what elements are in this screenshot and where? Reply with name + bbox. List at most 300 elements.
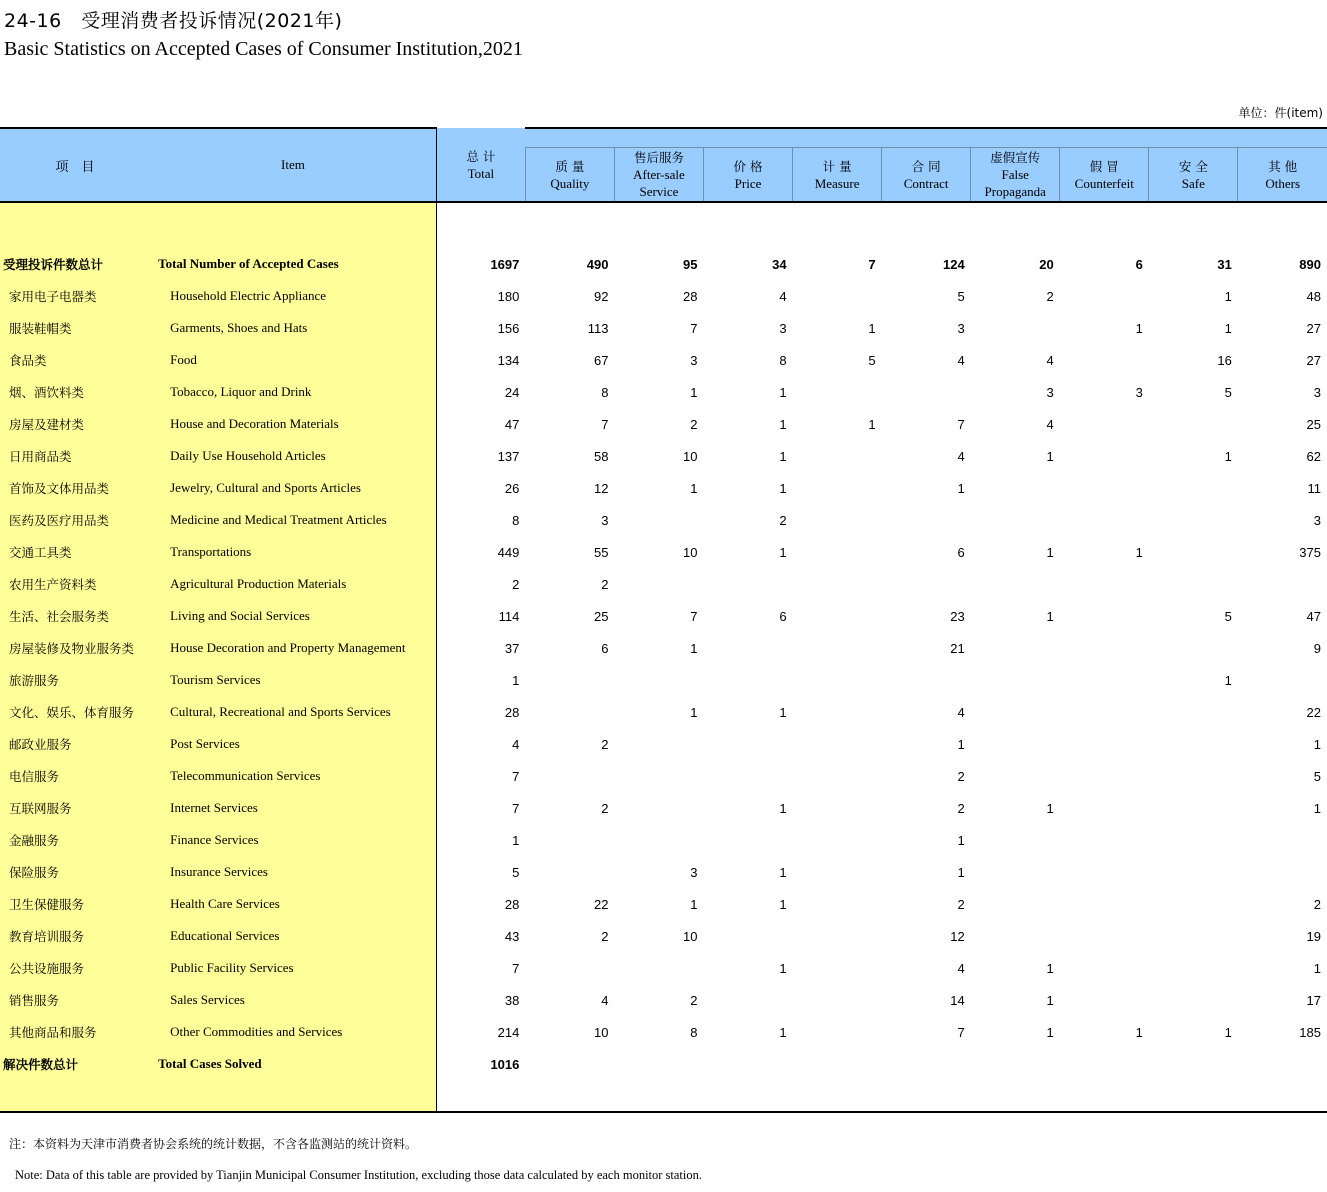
- cell-value: 28: [683, 288, 698, 304]
- cell-value: 2: [779, 512, 787, 528]
- header-col-cn: 虚假宣传: [990, 150, 1041, 165]
- table-row: [0, 952, 1327, 984]
- cell-value: 5: [512, 864, 520, 880]
- spacer-cell: [882, 202, 971, 248]
- cell-value: 3: [1046, 384, 1054, 400]
- cell-value: 4: [957, 960, 965, 976]
- cell-value: [882, 664, 971, 696]
- cell-value: 3: [690, 352, 698, 368]
- cell-value: 4: [957, 352, 965, 368]
- cell-value: 3: [690, 864, 698, 880]
- table-title-en: Basic Statistics on Accepted Cases of Consumer Institution,2021: [4, 38, 523, 60]
- cell-value: 3: [601, 512, 609, 528]
- table-row: [0, 600, 1327, 632]
- cell-value: [525, 856, 614, 888]
- cell-value: 25: [593, 608, 609, 624]
- cell-value: 22: [1306, 704, 1321, 720]
- cell-value: 890: [1299, 256, 1321, 272]
- cell-value: [971, 504, 1060, 536]
- cell-value: 26: [504, 480, 520, 496]
- cell-value: [1149, 536, 1238, 568]
- row-label-en: Telecommunication Services: [150, 760, 436, 792]
- cell-value: 1: [1135, 544, 1143, 560]
- row-label-cn: 受理投诉件数总计: [0, 248, 150, 280]
- cell-value: [1060, 408, 1149, 440]
- cell-value: 3: [957, 320, 965, 336]
- table-row: [0, 760, 1327, 792]
- row-label-en: Tourism Services: [150, 664, 436, 696]
- header-col-1: [525, 148, 614, 203]
- cell-value: 2: [1046, 288, 1054, 304]
- cell-value: [971, 696, 1060, 728]
- cell-value: [525, 696, 614, 728]
- header-item-cn: 项 目: [0, 128, 150, 202]
- cell-value: [704, 984, 793, 1016]
- cell-value: 4: [1046, 352, 1054, 368]
- spacer-row: [0, 202, 1327, 248]
- header-col-en: After-sale Service: [633, 167, 685, 199]
- cell-value: [1060, 568, 1149, 600]
- cell-value: [1060, 632, 1149, 664]
- cell-value: 38: [504, 992, 520, 1008]
- cell-value: [525, 1048, 614, 1080]
- cell-value: 6: [779, 608, 787, 624]
- cell-value: [614, 792, 703, 824]
- cell-value: 3: [1313, 384, 1321, 400]
- cell-value: [1149, 504, 1238, 536]
- spacer-cell: [150, 202, 436, 248]
- cell-value: 1: [690, 640, 698, 656]
- spacer-row: [0, 1080, 1327, 1112]
- cell-value: 1: [1224, 672, 1232, 688]
- cell-value: 2: [1313, 896, 1321, 912]
- spacer-cell: [0, 202, 150, 248]
- cell-value: 1: [1046, 800, 1054, 816]
- header-col-4: [793, 148, 882, 203]
- cell-value: 34: [772, 256, 787, 272]
- cell-value: [1060, 472, 1149, 504]
- row-label-cn: 电信服务: [0, 760, 150, 792]
- table-row: [0, 920, 1327, 952]
- header-col-en: Safe: [1181, 175, 1205, 191]
- cell-value: 1: [779, 864, 787, 880]
- table-row: [0, 472, 1327, 504]
- cell-value: 1: [868, 320, 876, 336]
- cell-value: [1149, 632, 1238, 664]
- cell-value: [704, 664, 793, 696]
- cell-value: 2: [601, 736, 609, 752]
- cell-value: 8: [690, 1024, 698, 1040]
- cell-value: 1: [868, 416, 876, 432]
- row-label-cn: 文化、娱乐、体育服务: [0, 696, 150, 728]
- cell-value: 1: [779, 544, 787, 560]
- cell-value: [614, 568, 703, 600]
- cell-value: 2: [601, 800, 609, 816]
- cell-value: [793, 632, 882, 664]
- cell-value: 1: [957, 832, 965, 848]
- cell-value: [1149, 984, 1238, 1016]
- cell-value: 7: [957, 1024, 965, 1040]
- header-col-cn: 安 全: [1178, 158, 1208, 174]
- cell-value: [1060, 760, 1149, 792]
- cell-value: [882, 504, 971, 536]
- cell-value: [1238, 856, 1327, 888]
- row-label-en: Garments, Shoes and Hats: [150, 312, 436, 344]
- cell-value: [793, 664, 882, 696]
- row-label-cn: 保险服务: [0, 856, 150, 888]
- cell-value: 2: [512, 576, 520, 592]
- footnote-en: Note: Data of this table are provided by Tianjin Municipal Consumer Institution, excluding those data calculated by each monitor station.: [15, 1168, 703, 1182]
- cell-value: 156: [497, 320, 520, 336]
- cell-value: [525, 664, 614, 696]
- cell-value: [1060, 440, 1149, 472]
- cell-value: 8: [512, 512, 520, 528]
- cell-value: 1: [1046, 1024, 1054, 1040]
- cell-value: [1149, 568, 1238, 600]
- cell-value: 1: [1313, 800, 1321, 816]
- cell-value: [971, 728, 1060, 760]
- cell-value: [1238, 1048, 1327, 1080]
- table-row: [0, 888, 1327, 920]
- cell-value: 4: [779, 288, 787, 304]
- row-label-cn: 食品类: [0, 344, 150, 376]
- cell-value: 375: [1299, 544, 1321, 560]
- statistics-table: [0, 127, 1327, 1113]
- cell-value: 25: [1306, 416, 1321, 432]
- cell-value: [793, 504, 882, 536]
- cell-value: 1: [957, 736, 965, 752]
- cell-value: [882, 1048, 971, 1080]
- row-label-en: Insurance Services: [150, 856, 436, 888]
- cell-value: [704, 1048, 793, 1080]
- cell-value: 1: [1135, 320, 1143, 336]
- spacer-cell: [971, 202, 1060, 248]
- cell-value: 1: [512, 672, 520, 688]
- cell-value: 3: [1135, 384, 1143, 400]
- row-label-cn: 教育培训服务: [0, 920, 150, 952]
- header-col-8: [1149, 148, 1238, 203]
- cell-value: 1: [779, 448, 787, 464]
- spacer-cell: [1060, 202, 1149, 248]
- header-col-en: False Propaganda: [984, 167, 1046, 199]
- row-label-cn: 卫生保健服务: [0, 888, 150, 920]
- table-row: [0, 1048, 1327, 1080]
- spacer-cell: [525, 202, 614, 248]
- cell-value: 7: [957, 416, 965, 432]
- cell-value: 5: [1313, 768, 1321, 784]
- row-label-en: Household Electric Appliance: [150, 280, 436, 312]
- table-header: [0, 128, 1327, 202]
- header-col-en: Others: [1265, 175, 1301, 191]
- cell-value: [614, 952, 703, 984]
- cell-value: 1: [1046, 960, 1054, 976]
- cell-value: [971, 920, 1060, 952]
- header-col-en: Price: [734, 175, 762, 191]
- cell-value: 1: [690, 704, 698, 720]
- row-label-cn: 邮政业服务: [0, 728, 150, 760]
- cell-value: 6: [957, 544, 965, 560]
- cell-value: 490: [586, 256, 609, 272]
- header-col-en: Total: [467, 165, 495, 181]
- header-col-en: Counterfeit: [1074, 175, 1134, 191]
- cell-value: [614, 664, 703, 696]
- row-label-en: Post Services: [150, 728, 436, 760]
- cell-value: [971, 760, 1060, 792]
- cell-value: [793, 600, 882, 632]
- cell-value: [793, 952, 882, 984]
- row-label-cn: 互联网服务: [0, 792, 150, 824]
- table-row: [0, 1016, 1327, 1048]
- spacer-cell: [614, 202, 703, 248]
- cell-value: 2: [690, 992, 698, 1008]
- cell-value: 92: [593, 288, 609, 304]
- cell-value: 5: [1224, 384, 1232, 400]
- cell-value: 2: [601, 576, 609, 592]
- header-col-en: Contract: [903, 175, 949, 191]
- cell-value: [1060, 920, 1149, 952]
- cell-value: 7: [690, 320, 698, 336]
- cell-value: 10: [683, 544, 698, 560]
- cell-value: 8: [779, 352, 787, 368]
- row-label-cn: 农用生产资料类: [0, 568, 150, 600]
- cell-value: 1: [690, 384, 698, 400]
- cell-value: 134: [497, 352, 520, 368]
- cell-value: 43: [504, 928, 520, 944]
- cell-value: [971, 824, 1060, 856]
- cell-value: 10: [683, 448, 698, 464]
- header-col-cn: 假 冒: [1089, 158, 1119, 174]
- cell-value: 1: [957, 864, 965, 880]
- row-label-cn: 解决件数总计: [0, 1048, 150, 1080]
- cell-value: 1: [1224, 288, 1232, 304]
- spacer-cell: [1238, 202, 1327, 248]
- cell-value: [1149, 760, 1238, 792]
- cell-value: [614, 728, 703, 760]
- cell-value: 2: [690, 416, 698, 432]
- row-label-cn: 医药及医疗用品类: [0, 504, 150, 536]
- cell-value: 37: [504, 640, 520, 656]
- cell-value: [1060, 728, 1149, 760]
- row-label-en: Living and Social Services: [150, 600, 436, 632]
- header-col-cn: 总 计: [466, 148, 496, 164]
- cell-value: 48: [1306, 288, 1321, 304]
- cell-value: [1060, 664, 1149, 696]
- cell-value: 7: [601, 416, 609, 432]
- cell-value: 24: [504, 384, 520, 400]
- row-label-cn: 房屋及建材类: [0, 408, 150, 440]
- cell-value: 21: [950, 640, 965, 656]
- cell-value: [704, 568, 793, 600]
- cell-value: [704, 728, 793, 760]
- row-label-cn: 销售服务: [0, 984, 150, 1016]
- cell-value: 62: [1306, 448, 1321, 464]
- cell-value: [704, 760, 793, 792]
- cell-value: [525, 952, 614, 984]
- row-label-cn: 日用商品类: [0, 440, 150, 472]
- cell-value: 1: [779, 800, 787, 816]
- cell-value: 3: [779, 320, 787, 336]
- header-col-cn: 价 格: [733, 158, 763, 174]
- row-label-cn: 服装鞋帽类: [0, 312, 150, 344]
- cell-value: 5: [1224, 608, 1232, 624]
- cell-value: 12: [593, 480, 609, 496]
- cell-value: 2: [957, 800, 965, 816]
- cell-value: [1238, 568, 1327, 600]
- cell-value: 10: [593, 1024, 609, 1040]
- cell-value: 7: [868, 256, 876, 272]
- cell-value: [971, 472, 1060, 504]
- row-label-cn: 房屋装修及物业服务类: [0, 632, 150, 664]
- cell-value: [882, 568, 971, 600]
- cell-value: 4: [957, 448, 965, 464]
- cell-value: 27: [1306, 352, 1321, 368]
- row-label-en: Total Number of Accepted Cases: [150, 248, 436, 280]
- cell-value: [971, 856, 1060, 888]
- unit-label: 单位：件(item): [1238, 106, 1323, 120]
- spacer-cell: [704, 1080, 793, 1112]
- cell-value: [1060, 856, 1149, 888]
- table-row: [0, 984, 1327, 1016]
- cell-value: [1149, 728, 1238, 760]
- cell-value: 28: [504, 704, 520, 720]
- cell-value: 31: [1217, 256, 1232, 272]
- cell-value: [971, 632, 1060, 664]
- header-col-cn: 其 他: [1268, 158, 1298, 174]
- cell-value: [793, 696, 882, 728]
- row-label-en: Medicine and Medical Treatment Articles: [150, 504, 436, 536]
- cell-value: 1: [957, 480, 965, 496]
- cell-value: 2: [957, 896, 965, 912]
- cell-value: 12: [950, 928, 965, 944]
- cell-value: 5: [957, 288, 965, 304]
- table-row: [0, 248, 1327, 280]
- cell-value: [704, 920, 793, 952]
- cell-value: 47: [1306, 608, 1321, 624]
- row-label-en: Public Facility Services: [150, 952, 436, 984]
- header-col-3: [704, 148, 793, 203]
- cell-value: 27: [1306, 320, 1321, 336]
- header-col-7: [1060, 148, 1149, 203]
- cell-value: 1: [1135, 1024, 1143, 1040]
- header-col-cn: 合 同: [911, 158, 941, 174]
- cell-value: 7: [690, 608, 698, 624]
- cell-value: 6: [1135, 256, 1143, 272]
- header-col-en: Measure: [814, 175, 860, 191]
- cell-value: 1: [779, 416, 787, 432]
- cell-value: 5: [868, 352, 876, 368]
- cell-value: 1: [1224, 448, 1232, 464]
- table-row: [0, 728, 1327, 760]
- row-label-en: Educational Services: [150, 920, 436, 952]
- cell-value: 47: [504, 416, 520, 432]
- table-row: [0, 504, 1327, 536]
- cell-value: 22: [593, 896, 609, 912]
- cell-value: 185: [1299, 1024, 1321, 1040]
- cell-value: [1149, 952, 1238, 984]
- cell-value: 1: [779, 384, 787, 400]
- cell-value: 214: [497, 1024, 520, 1040]
- cell-value: [1060, 280, 1149, 312]
- cell-value: 17: [1306, 992, 1321, 1008]
- row-label-en: House and Decoration Materials: [150, 408, 436, 440]
- cell-value: 2: [957, 768, 965, 784]
- table-row: [0, 344, 1327, 376]
- cell-value: 124: [942, 256, 965, 272]
- cell-value: 1: [512, 832, 520, 848]
- row-label-en: Other Commodities and Services: [150, 1016, 436, 1048]
- header-col-en: Quality: [550, 175, 590, 191]
- cell-value: 114: [498, 608, 520, 624]
- spacer-cell: [704, 202, 793, 248]
- cell-value: 1: [779, 480, 787, 496]
- cell-value: [1149, 824, 1238, 856]
- table-row: [0, 696, 1327, 728]
- cell-value: [793, 824, 882, 856]
- spacer-cell: [1060, 1080, 1149, 1112]
- cell-value: 10: [683, 928, 698, 944]
- cell-value: 1: [1313, 960, 1321, 976]
- cell-value: [1060, 600, 1149, 632]
- cell-value: 1: [1046, 544, 1054, 560]
- cell-value: [1238, 664, 1327, 696]
- cell-value: 20: [1039, 256, 1054, 272]
- cell-value: [971, 568, 1060, 600]
- cell-value: [1238, 824, 1327, 856]
- cell-value: 3: [1313, 512, 1321, 528]
- cell-value: 4: [601, 992, 609, 1008]
- cell-value: [1060, 696, 1149, 728]
- cell-value: [704, 824, 793, 856]
- cell-value: [1149, 1048, 1238, 1080]
- cell-value: 28: [504, 896, 520, 912]
- cell-value: [1149, 920, 1238, 952]
- row-label-en: Food: [150, 344, 436, 376]
- cell-value: 1: [1046, 448, 1054, 464]
- cell-value: 16: [1217, 352, 1232, 368]
- cell-value: [971, 888, 1060, 920]
- header-top-band: [525, 128, 1327, 148]
- cell-value: 4: [512, 736, 520, 752]
- row-label-en: Tobacco, Liquor and Drink: [150, 376, 436, 408]
- cell-value: [971, 664, 1060, 696]
- row-label-cn: 烟、酒饮料类: [0, 376, 150, 408]
- cell-value: [793, 568, 882, 600]
- row-label-en: Finance Services: [150, 824, 436, 856]
- cell-value: 180: [497, 288, 520, 304]
- cell-value: [1060, 1048, 1149, 1080]
- cell-value: 1: [690, 896, 698, 912]
- row-label-en: Health Care Services: [150, 888, 436, 920]
- row-label-en: Cultural, Recreational and Sports Services: [150, 696, 436, 728]
- table-row: [0, 536, 1327, 568]
- spacer-cell: [0, 1080, 150, 1112]
- row-label-cn: 其他商品和服务: [0, 1016, 150, 1048]
- row-label-en: House Decoration and Property Management: [150, 632, 436, 664]
- cell-value: 2: [601, 928, 609, 944]
- cell-value: 449: [497, 544, 520, 560]
- cell-value: [793, 376, 882, 408]
- cell-value: [1149, 792, 1238, 824]
- cell-value: 7: [512, 800, 520, 816]
- cell-value: 7: [512, 768, 520, 784]
- cell-value: 9: [1313, 640, 1321, 656]
- row-label-cn: 金融服务: [0, 824, 150, 856]
- table-row: [0, 376, 1327, 408]
- cell-value: 7: [512, 960, 520, 976]
- cell-value: 1: [1224, 320, 1232, 336]
- header-col-2: [614, 148, 703, 203]
- cell-value: [614, 1048, 703, 1080]
